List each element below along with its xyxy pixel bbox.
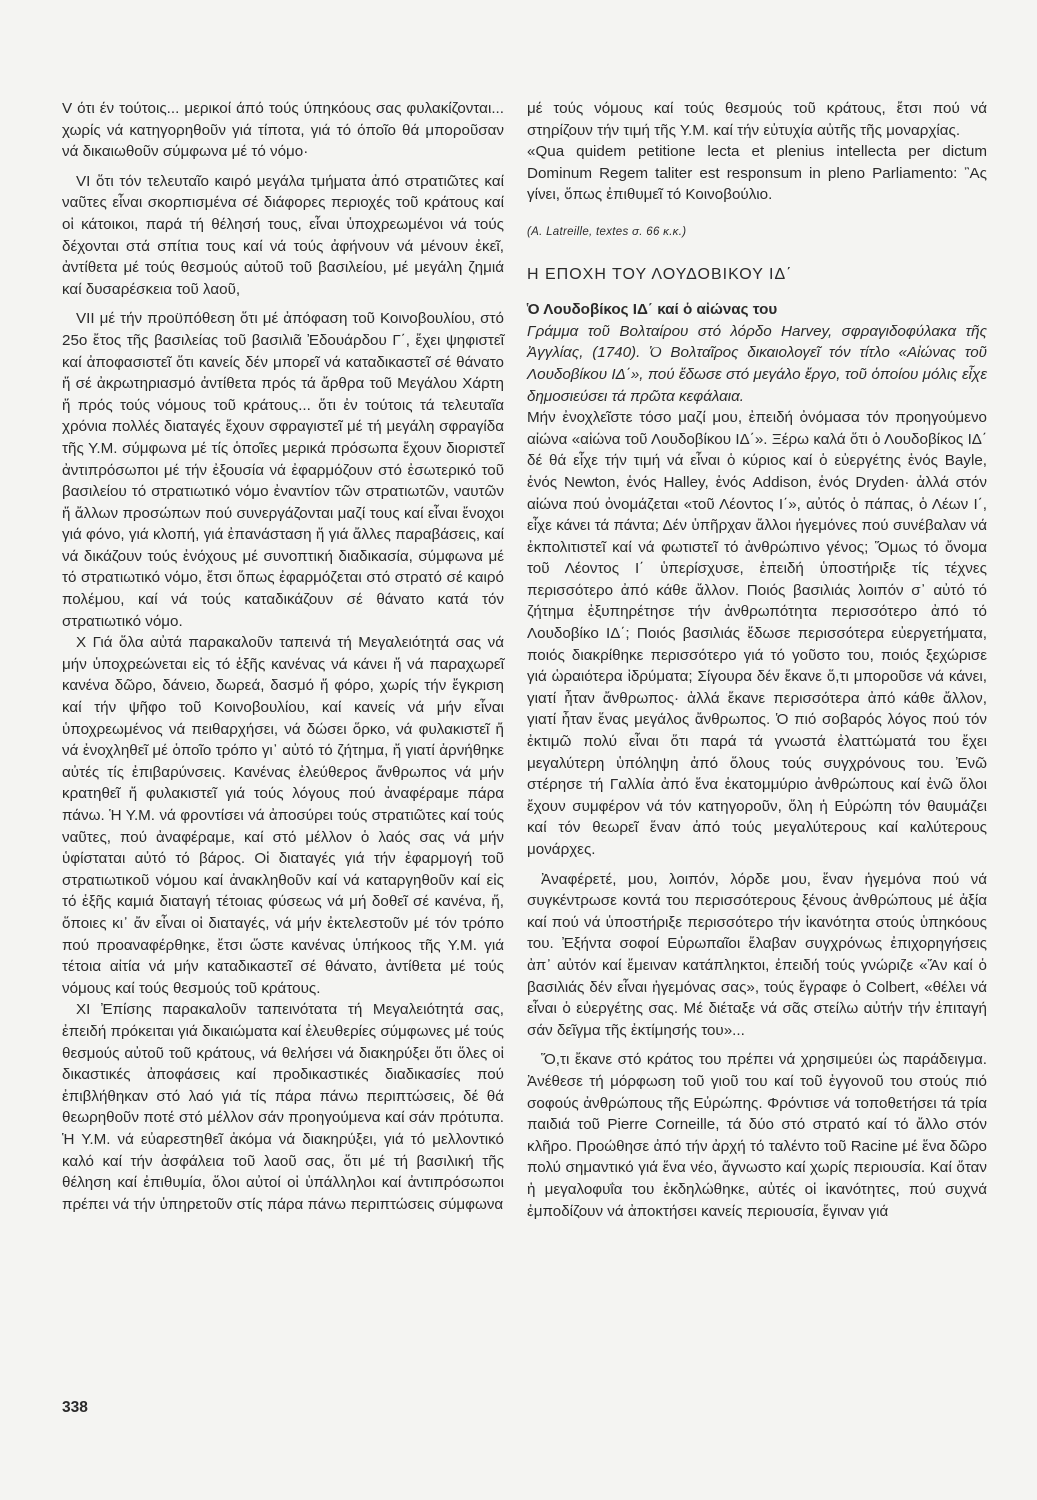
paragraph-latin: «Qua quidem petitione lecta et plenius intellecta per dictum Dominum Regem taliter est responsum in pleno Parliamento: ῍Ας γίνει, ὅπως ἐπιθυμεῖ τό Κοινοβούλιο. (527, 143, 987, 204)
paragraph-x: X Γιά ὅλα αὐτά παρακαλοῦν ταπεινά τή Μεγαλειότητά σας νά μήν ὑποχρεώνεται εἰς τό ἑξῆς κανένας νά κάνει ἤ νά παραχωρεῖ κανένα δῶρο, δάνειο, δωρεά, δασμό ἤ φόρο, χωρίς τήν ἔγκριση καί τήν ψῆφο τοῦ Κοινοβουλίου, καί κανείς νά μήν εἶναι ὑποχρεωμένος νά πειθαρχήσει, νά δώσει ὅρκο, νά φυλακιστεῖ ἤ νά ἐνοχληθεῖ μέ ὁποῖο τρόπο γι᾽ αὐτό τό ζήτημα, ἤ γιατί ἀρνήθηκε αὐτές τίς ἐπιβαρύνσεις. Κανένας ἐλεύθερος ἄνθρωπος νά μήν κρατηθεῖ ἤ φυλακιστεῖ γιά τούς λόγους πού ἀναφέραμε πάρα πάνω. Ἡ Υ.Μ. νά φροντίσει νά ἀποσύρει τούς στρατιῶτες καί τούς ναῦτες, πού ἀναφέραμε, καί στό μέλλον ὁ λαός σας νά μήν ὑφίσταται αὐτό τό βάρος. Οἱ διαταγές γιά τήν ἐφαρμογή τοῦ στρατιωτικοῦ νόμου καί ἀνακληθοῦν καί νά καταργηθοῦν καί εἰς τό ἑξῆς καμιά διαταγή τέτοιας φύσεως νά μή δοθεῖ σέ κανένα, ἤ, ὅποιες κι᾽ ἄν εἶναι οἱ διαταγές, νά μήν ἐκτελεστοῦν μέ τόν τρόπο πού προαναφέρθηκε, ἔτσι ὥστε κανένας ὑπήκοος τῆς Υ.Μ. γιά τέτοια αἰτία νά μήν καταδικαστεῖ σέ θάνατο, ἀντίθετα μέ τούς νόμους καί τούς θεσμούς τοῦ κράτους. (62, 634, 504, 997)
paragraph-v: V ότι έν τούτοις... μερικοί άπό τούς ύπηκόους σας φυλακίζονται... χωρίς νά κατηγορηθοῦν γιά τίποτα, γιά τό όποῖο θά μποροῦσαν νά δικαιωθοῦν σύμφωνα μέ τό νόμο· (62, 100, 504, 161)
left-column (62, 98, 504, 1215)
section-title: Η ΕΠΟΧΗ ΤΟΥ ΛΟΥΔΟΒΙΚΟΥ ΙΔ΄ (527, 265, 793, 283)
paragraph-vii: VII μέ τήν προϋπόθεση ὅτι μέ ἀπόφαση τοῦ Κοινοβουλίου, στό 25ο ἔτος τῆς βασιλείας τοῦ βασιλιᾶ Ἐδουάρδου Γ΄, ἔχει ψηφιστεῖ καί ἀποφασιστεῖ ὅτι κανείς δέν μπορεῖ νά καταδικαστεῖ σέ θάνατο ἤ σέ ἀκρωτηριασμό ἀντίθετα πρός τά ἄρθρα τοῦ Μεγάλου Χάρτη ἤ πρός τούς νόμους τοῦ κράτους... ὅτι ἐν τούτοις τά τελευταῖα χρόνια πολλές διαταγές ἔχουν σφραγιστεῖ μέ τή μεγάλη σφραγίδα τῆς Υ.Μ. σύμφωνα μέ τίς ὁποῖες μερικά πρόσωπα ἔχουν διοριστεῖ ἀντιπρόσωποι μέ τήν ἐξουσία νά ἐφαρμόζουν στό ἐσωτερικό τοῦ βασιλείου τό στρατιωτικό νόμο ἐναντίον τῶν στρατιωτῶν, ναυτῶν ἤ ἄλλων προσώπων πού συνεργάζονται μαζί τους καί εἶναι ἔνοχοι γιά φόνο, γιά κλοπή, γιά ἐπανάσταση ἤ γιά ἄλλες παραβάσεις, καί νά δικάζουν τούς ἐνόχους μέ συνοπτική διαδικασία, σύμφωνα μέ τό στρατιωτικό νόμο, ἔτσι ὅπως ἐφαρμόζεται στό στρατό σέ καιρό πολέμου, καί νά τούς καταδικάζουν σέ θάνατο κατά τόν στρατιωτικό νόμο. (62, 310, 504, 630)
source-citation: (A. Latreille, textes σ. 66 κ.κ.) (527, 225, 687, 238)
paragraph-1: Μήν ἐνοχλεῖστε τόσο μαζί μου, ἐπειδή ὀνόμασα τόν προηγούμενο αἰώνα «αἰώνα τοῦ Λουδοβίκου ΙΔ΄». Ξέρω καλά ὅτι ὁ Λουδοβίκος ΙΔ΄ δέ θά εἶχε τήν τιμή νά εἶναι ὁ κύριος καί ὁ εὐεργέτης ἑνός Bayle, ἑνός Newton, ἑνός Halley, ἑνός Addison, ἑνός Dryden· ἀλλά στόν αἰώνα πού ὀνομάζεται «τοῦ Λέοντος Ι΄», αὐτός ὁ πάπας, ὁ Λέων Ι΄, εἶχε κάνει τά πάντα; Δέν ὑπῆρχαν ἄλλοι ἡγεμόνες πού συνέβαλαν νά ἐκπολιτιστεῖ καί νά φωτιστεῖ τό ἀνθρώπινο γένος; Ὅμως τό ὄνομα τοῦ Λέοντος Ι΄ ὑπερίσχυσε, ἐπειδή ὑποστήριξε τίς τέχνες περισσότερο ἀπό κάθε ἄλλον. Ποιός βασιλιάς λοιπόν σ᾽ αὐτό τό ζήτημα ἐξυπηρέτησε τήν ἀνθρωπότητα περισσότερο ἀπό τό Λουδοβίκο ΙΔ΄; Ποιός βασιλιάς ἔδωσε περισσότερα εὐεργετήματα, ποιός διακρίθηκε περισσότερο γιά τό γοῦστο του, ποιός ξεχώρισε γιά ὡραιότερα ἱδρύματα; Σίγουρα δέν ἔκανε ὅ,τι μποροῦσε νά κάνει, γιατί ἦταν ἄνθρωπος· ἀλλά ἔκανε περισσότερα ἀπό κάθε ἄλλον, γιατί ἦταν ἕνας μεγάλος ἄνθρωπος. Ὁ πιό σοβαρός λόγος πού τόν ἐκτιμῶ πολύ εἶναι ὅτι παρά τά γνωστά ἐλαττώματά του ἔχει μεγαλύτερη ὑπόληψη ἀπό ὅλους τούς συγχρόνους του. Ἐνῶ στέρησε τή Γαλλία ἀπό ἕνα ἑκατομμύριο ἀνθρώπους καί ἐνῶ ὅλοι ἔχουν συμφέρον νά τόν κατηγοροῦν, ὅλη ἡ Εὐρώπη τόν θαυμάζει καί τόν θεωρεῖ ἕναν ἀπό τούς μεγαλύτερους καί καλύτερους μονάρχες. (527, 409, 987, 858)
intro-text: Γράμμα τοῦ Βολταίρου στό λόρδο Harvey, σφραγιδοφύλακα τῆς Ἀγγλίας, (1740). Ὁ Βολταῖρος δικαιολογεῖ τόν τίτλο «Αἰώνας τοῦ Λουδοβίκου ΙΔ΄», πού ἔδωσε στό μεγάλο ἔργο, τοῦ ὁποίου μόλις εἶχε δημοσιεύσει τά πρῶτα κεφάλαια. (527, 322, 987, 405)
right-column (527, 98, 987, 1222)
page-number: 338 (62, 1399, 88, 1416)
paragraph-xi: XI Ἐπίσης παρακαλοῦν ταπεινότατα τή Μεγαλειότητά σας, ἐπειδή πρόκειται γιά δικαιώματα καί ἐλευθερίες σύμφωνες μέ τούς θεσμούς αὐτοῦ τοῦ κράτους, νά θελήσει νά διακηρύξει ὅτι ὅλες οἱ δικαστικές ἀποφάσεις καί προδικαστικές διαδικασίες πού ἐπιβλήθηκαν στό λαό γιά τίς πάρα πάνω περιπτώσεις, δέ θά θεωρηθοῦν ποτέ στό μέλλον σάν προηγούμενα καί σάν πρότυπα. Ἡ Υ.Μ. νά εὐαρεστηθεῖ ἀκόμα νά διακηρύξει, γιά τό μελλοντικό καλό καί τήν ἀσφάλεια τοῦ λαοῦ σας, ὅτι μέ τή βασιλική τῆς θέληση καί ἐπιθυμία, ὅλοι αὐτοί οἱ ὑπάλληλοι καί ἀντιπρόσωποι πρέπει νά τήν ὑπηρετοῦν στίς πάρα πάνω περιπτώσεις σύμφωνα (62, 1001, 504, 1213)
paragraph-vi: VI ὅτι τόν τελευταῖο καιρό μεγάλα τμήματα ἀπό στρατιῶτες καί ναῦτες εἶναι σκορπισμένα σέ διάφορες περιοχές τοῦ κράτους καί οἱ κάτοικοι, παρά τή θέλησή τους, εἶναι ὑποχρεωμένοι νά τούς δέχονται στά σπίτια τους καί νά τούς ἀφήνουν νά μένουν ἐκεῖ, ἀντίθετα μέ τούς θεσμούς αὐτοῦ τοῦ βασιλείου, μέ μεγάλη ζημιά καί δυσαρέσκεια τοῦ λαοῦ, (62, 172, 504, 298)
paragraph-2: Ἀναφέρετέ, μου, λοιπόν, λόρδε μου, ἕναν ἡγεμόνα πού νά συγκέντρωσε κοντά του περισσότερους ξένους ἀνθρώπους μέ ἀξία καί πού νά ὑποστήριξε περισσότερο τήν ἱκανότητα στούς ὑπηκόους του. Ἐξήντα σοφοί Εὐρωπαῖοι ἔλαβαν συγχρόνως ἐπιχορηγήσεις ἀπ᾽ αὐτόν καί ἔμειναν κατάπληκτοι, ἐπειδή τούς γνώριζε «Ἄν καί ὁ βασιλιάς δέν εἶναι ἡγεμόνας σας», τούς ἔγραφε ὁ Colbert, «θέλει νά εἶναι ὁ εὐεργέτης σας. Μέ διέταξε νά σᾶς στείλω αὐτήν τήν ἐπιταγή σάν δεῖγμα τῆς ἐκτίμησής του»... (527, 870, 987, 1039)
subsection-title: Ὁ Λουδοβίκος ΙΔ΄ καί ὁ αἰώνας του (527, 301, 778, 319)
paragraph-3: Ὅ,τι ἔκανε στό κράτος του πρέπει νά χρησιμεύει ὡς παράδειγμα. Ἀνέθεσε τή μόρφωση τοῦ γιοῦ του καί τοῦ ἐγγονοῦ του στούς πιό σοφούς ἀνθρώπους τῆς Εὐρώπης. Φρόντισε νά τοποθετήσει τά τρία παιδιά τοῦ Pierre Corneille, τά δύο στό στρατό καί τό ἄλλο στόν κλῆρο. Προώθησε ἀπό τήν ἀρχή τό ταλέντο τοῦ Racine μέ ἕνα δῶρο πολύ σημαντικό γιά ἕνα νέο, ἄγνωστο καί χωρίς περιουσία. Καί ὅταν ἡ μεγαλοφυΐα του ἐκδηλώθηκε, αὐτές οἱ ἱκανότητες, πού συχνά ἐμποδίζουν νά ἀποκτήσει κανείς περιουσία, ἔγιναν γιά (527, 1051, 987, 1220)
paragraph-continuation: μέ τούς νόμους καί τούς θεσμούς τοῦ κράτους, ἔτσι πού νά στηρίζουν τήν τιμή τῆς Υ.Μ. καί τήν εὐτυχία αὐτῆς τῆς μοναρχίας. (527, 100, 987, 139)
